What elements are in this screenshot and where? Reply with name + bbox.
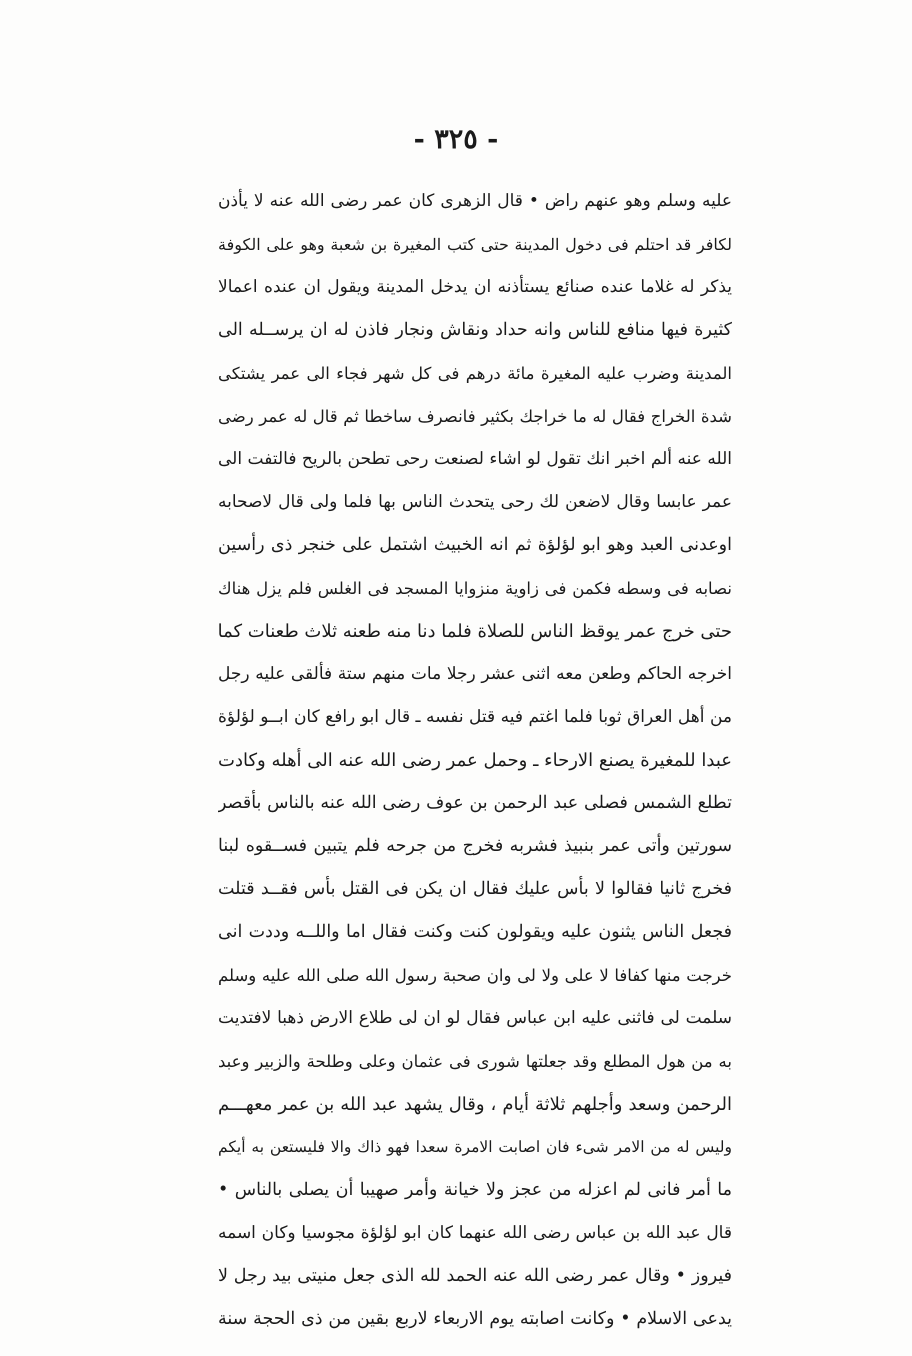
page-number: - ٣٢٥ - — [413, 124, 499, 155]
text-line: الله عنه ألم اخبر انك تقول لو اشاء لصنعت رحى تطحن بالريح فالتفت الى — [218, 449, 732, 469]
text-line: فيروز • وقال عمر رضى الله عنه الحمد لله الذى جعل منيتى بيد رجل لا — [218, 1266, 732, 1286]
text-line: ما أمر فانى لم اعزله من عجز ولا خيانة وأمر صهيبا أن يصلى بالناس • — [218, 1180, 732, 1200]
text-line: عليه وسلم وهو عنهم راض • قال الزهرى كان عمر رضى الله عنه لا يأذن — [218, 191, 732, 211]
text-line: عمر عابسا وقال لاضعن لك رحى يتحدث الناس بها فلما ولى قال لاصحابه — [218, 492, 732, 512]
text-line: عبدا للمغيرة يصنع الارحاء ـ وحمل عمر رضى الله عنه الى أهله وكادت — [218, 750, 732, 771]
text-line: سورتين وأتى عمر بنبيذ فشربه فخرج من جرحه فلم يتبين فســقوه لبنا — [218, 836, 732, 856]
text-line: اوعدنى العبد وهو ابو لؤلؤة ثم انه الخبيث اشتمل على خنجر ذى رأسين — [218, 535, 732, 555]
text-line: قال عبد الله بن عباس رضى الله عنهما كان ابو لؤلؤة مجوسيا وكان اسمه — [218, 1223, 732, 1243]
text-line: كثيرة فيها منافع للناس وانه حداد ونقاش ونجار فاذن له ان يرســله الى — [218, 320, 732, 340]
text-line: نصابه فى وسطه فكمن فى زاوية منزوايا المسجد فى الغلس فلم يزل هناك — [218, 579, 732, 598]
text-line: يذكر له غلاما عنده صنائع يستأذنه ان يدخل المدينة ويقول ان عنده اعمالا — [218, 277, 732, 297]
text-line: به من هول المطلع وقد جعلتها شورى فى عثمان وعلى وطلحة والزبير وعبد — [218, 1052, 732, 1071]
text-line: تطلع الشمس فصلى عبد الرحمن بن عوف رضى الله عنه بالناس بأقصر — [218, 793, 732, 813]
text-line: شدة الخراج فقال له ما خراجك بكثير فانصرف ساخطا ثم قال له عمر رضى — [218, 407, 732, 426]
text-line: الرحمن وسعد وأجلهم ثلاثة أيام ، وقال يشهد عبد الله بن عمر معهـــم — [218, 1094, 732, 1115]
text-line: خرجت منها كفافا لا على ولا لى وان صحبة رسول الله صلى الله عليه وسلم — [218, 966, 732, 985]
text-line: حتى خرج عمر يوقظ الناس للصلاة فلما دنا منه طعنه ثلاث طعنات كما — [218, 621, 732, 642]
text-line: اخرجه الحاكم وطعن معه اثنى عشر رجلا مات منهم ستة فألقى عليه رجل — [218, 664, 732, 684]
text-line: فجعل الناس يثنون عليه ويقولون كنت وكنت فقال اما واللــه وددت انى — [218, 922, 732, 942]
text-line: المدينة وضرب عليه المغيرة مائة درهم فى كل شهر فجاء الى عمر يشتكى — [218, 364, 732, 383]
text-line: فخرج ثانيا فقالوا لا بأس عليك فقال ان يكن فى القتل بأس فقــد قتلت — [218, 879, 732, 899]
text-line: يدعى الاسلام • وكانت اصابته يوم الاربعاء لاربع بقين من ذى الحجة سنة — [218, 1309, 732, 1329]
text-line: من أهل العراق ثوبا فلما اغتم فيه قتل نفسه ـ قال ابو رافع كان ابــو لؤلؤة — [218, 707, 732, 727]
text-line: وليس له من الامر شىء فان اصابت الامرة سعدا فهو ذاك والا فليستعن به أيكم — [218, 1138, 732, 1156]
text-line: لكافر قد احتلم فى دخول المدينة حتى كتب المغيرة بن شعبة وهو على الكوفة — [218, 235, 732, 254]
text-line: سلمت لى فاثنى عليه ابن عباس فقال لو ان لى طلاع الارض ذهبا لافتديت — [218, 1008, 732, 1028]
body-text — [218, 180, 732, 1341]
